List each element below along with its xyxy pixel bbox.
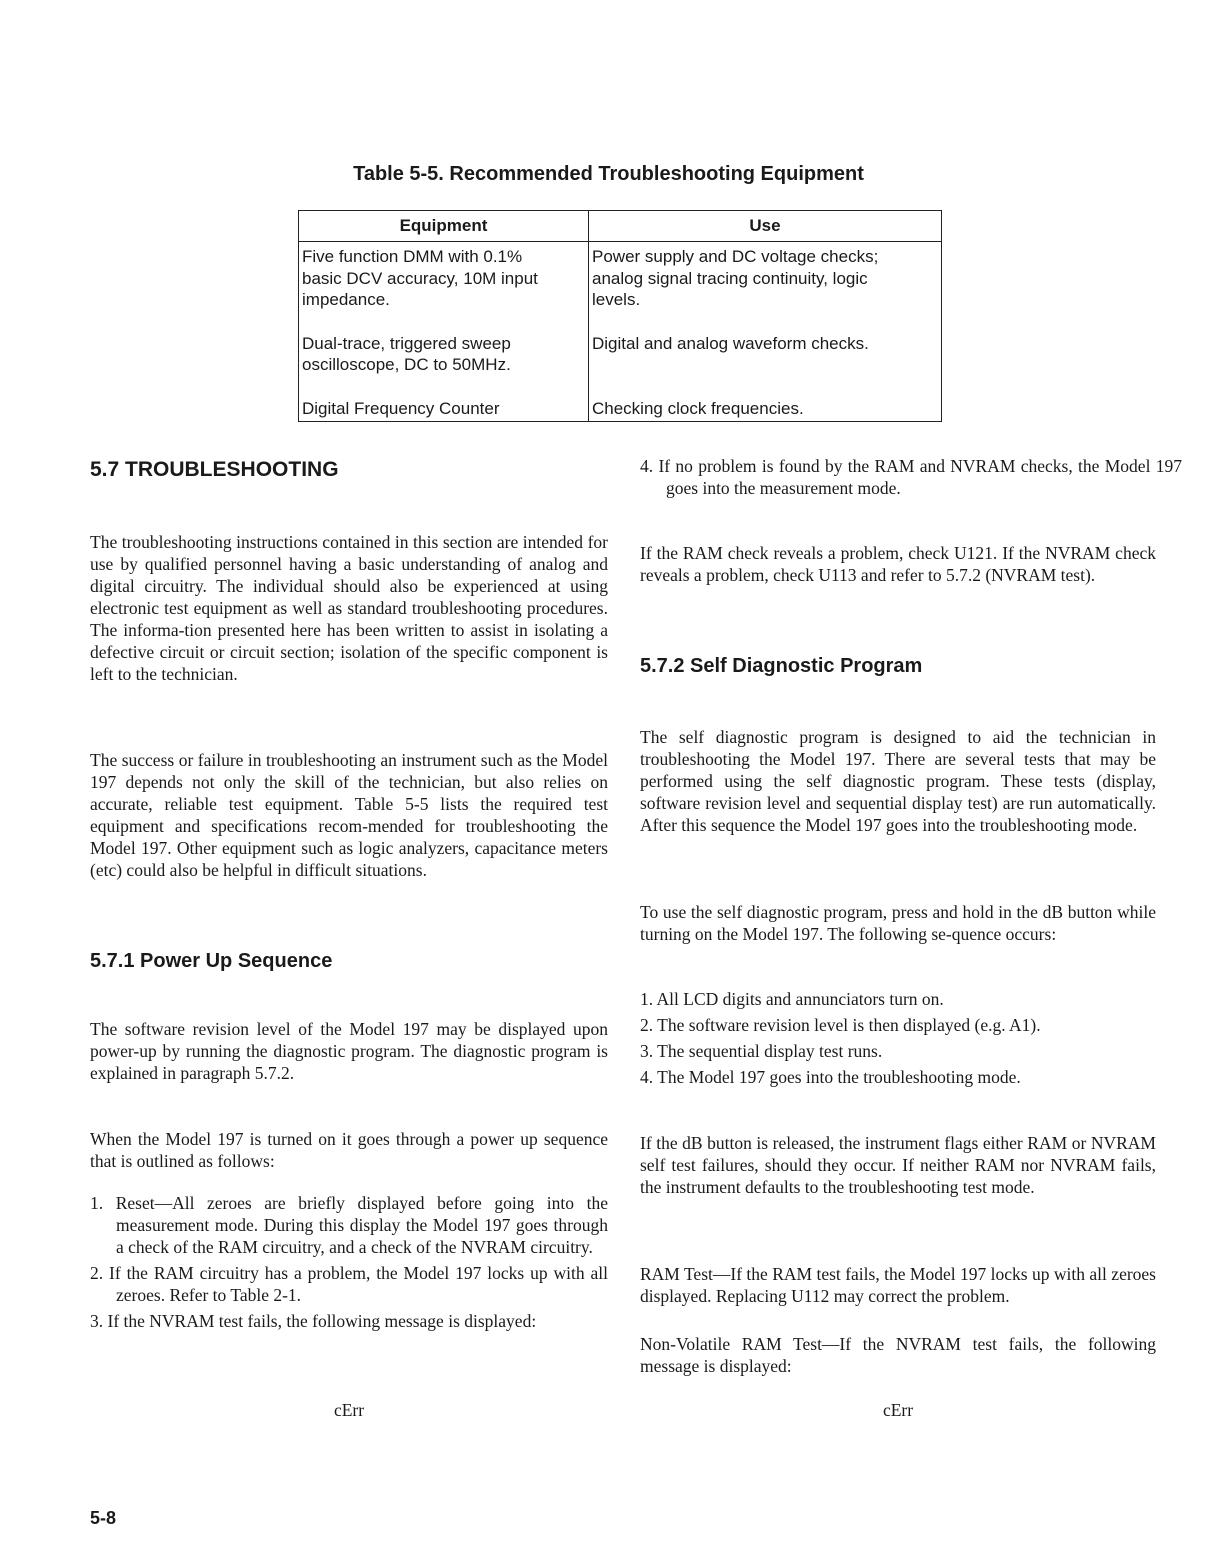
right-paragraph-5: RAM Test—If the RAM test fails, the Model 197 locks up with all zeroes displayed. Replacing U112 may correct the problem.: [640, 1264, 1156, 1306]
table-row: [299, 329, 942, 394]
diagnostic-sequence-list: [640, 988, 1156, 1088]
table-title: Table 5-5. Recommended Troubleshooting Equipment: [353, 163, 864, 185]
equipment-cell: Dual-trace, triggered sweep oscilloscope, DC to 50MHz.: [299, 329, 589, 394]
list-item: 2. The software revision level is then displayed (e.g. A1).: [640, 1015, 1041, 1035]
list-item: 3. The sequential display test runs.: [640, 1041, 883, 1061]
list-item: 2. If the RAM circuitry has a problem, the Model 197 locks up with all zeroes. Refer to Table 2-1.: [90, 1263, 608, 1305]
section-heading-self-diagnostic: 5.7.2 Self Diagnostic Program: [640, 655, 923, 677]
column-header-equipment: Equipment: [299, 211, 589, 242]
left-paragraph-1: The troubleshooting instructions contained in this section are intended for use by qualified personnel having a basic understanding of analog and digital circuitry. The individual should also be experienced at using electronic test equipment as well as standard troubleshooting procedures. The informa-tion presented here has been written to assist in isolating a defective circuit or circuit section; isolation of the specific component is left to the technician.: [90, 532, 608, 684]
list-item: 1. All LCD digits and annunciators turn on.: [640, 989, 944, 1009]
table-row: [299, 394, 942, 422]
left-paragraph-4: When the Model 197 is turned on it goes through a power up sequence that is outlined as follows:: [90, 1129, 608, 1171]
left-error-message: cErr: [333, 1400, 365, 1420]
table-header-row: [299, 211, 942, 242]
equipment-cell: Five function DMM with 0.1% basic DCV accuracy, 10M input impedance.: [299, 242, 589, 329]
equipment-table: [298, 210, 942, 422]
use-cell: Power supply and DC voltage checks; analog signal tracing continuity, logic levels.: [589, 242, 942, 329]
list-item: 1. Reset—All zeroes are briefly displayed before going into the measurement mode. During this display the Model 197 goes through a check of the RAM circuitry, and a check of the NVRAM circuitry.: [90, 1193, 608, 1257]
column-header-use: Use: [589, 211, 942, 242]
right-paragraph-2: The self diagnostic program is designed to aid the technician in troubleshooting the Model 197. There are several tests that may be performed using the self diagnostic program. These tests (display, software revision level and sequential display test) are run automatically. After this sequence the Model 197 goes into the troubleshooting mode.: [640, 727, 1156, 835]
table-row: [299, 242, 942, 329]
use-cell: Digital and analog waveform checks.: [589, 329, 942, 394]
power-up-list: [90, 1192, 608, 1332]
section-heading-power-up: 5.7.1 Power Up Sequence: [90, 950, 333, 972]
right-paragraph-3: To use the self diagnostic program, press and hold in the dB button while turning on the Model 197. The following se-quence occurs:: [640, 902, 1156, 944]
use-cell: Checking clock frequencies.: [589, 394, 942, 422]
section-heading-troubleshooting: 5.7 TROUBLESHOOTING: [90, 458, 339, 481]
equipment-cell: Digital Frequency Counter: [299, 394, 589, 422]
list-item: 4. The Model 197 goes into the troubleshooting mode.: [640, 1067, 1021, 1087]
page-number: 5-8: [90, 1508, 117, 1528]
right-error-message: cErr: [882, 1400, 914, 1420]
right-paragraph-4: If the dB button is released, the instrument flags either RAM or NVRAM self test failures, should they occur. If neither RAM nor NVRAM fails, the instrument defaults to the troubleshooting test mode.: [640, 1133, 1156, 1197]
list-item: 4. If no problem is found by the RAM and NVRAM checks, the Model 197 goes into the measurement mode.: [640, 456, 1182, 498]
left-paragraph-3: The software revision level of the Model 197 may be displayed upon power-up by running the diagnostic program. The diagnostic program is explained in paragraph 5.7.2.: [90, 1019, 608, 1083]
list-item: 3. If the NVRAM test fails, the following message is displayed:: [90, 1311, 537, 1331]
left-paragraph-2: The success or failure in troubleshooting an instrument such as the Model 197 depends not only the skill of the technician, but also relies on accurate, reliable test equipment. Table 5-5 lists the required test equipment and specifications recom-mended for troubleshooting the Model 197. Other equipment such as logic analyzers, capacitance meters (etc) could also be helpful in difficult situations.: [90, 750, 608, 880]
right-paragraph-6: Non-Volatile RAM Test—If the NVRAM test fails, the following message is displayed:: [640, 1334, 1156, 1376]
right-paragraph-1: If the RAM check reveals a problem, check U121. If the NVRAM check reveals a problem, check U113 and refer to 5.7.2 (NVRAM test).: [640, 543, 1156, 585]
